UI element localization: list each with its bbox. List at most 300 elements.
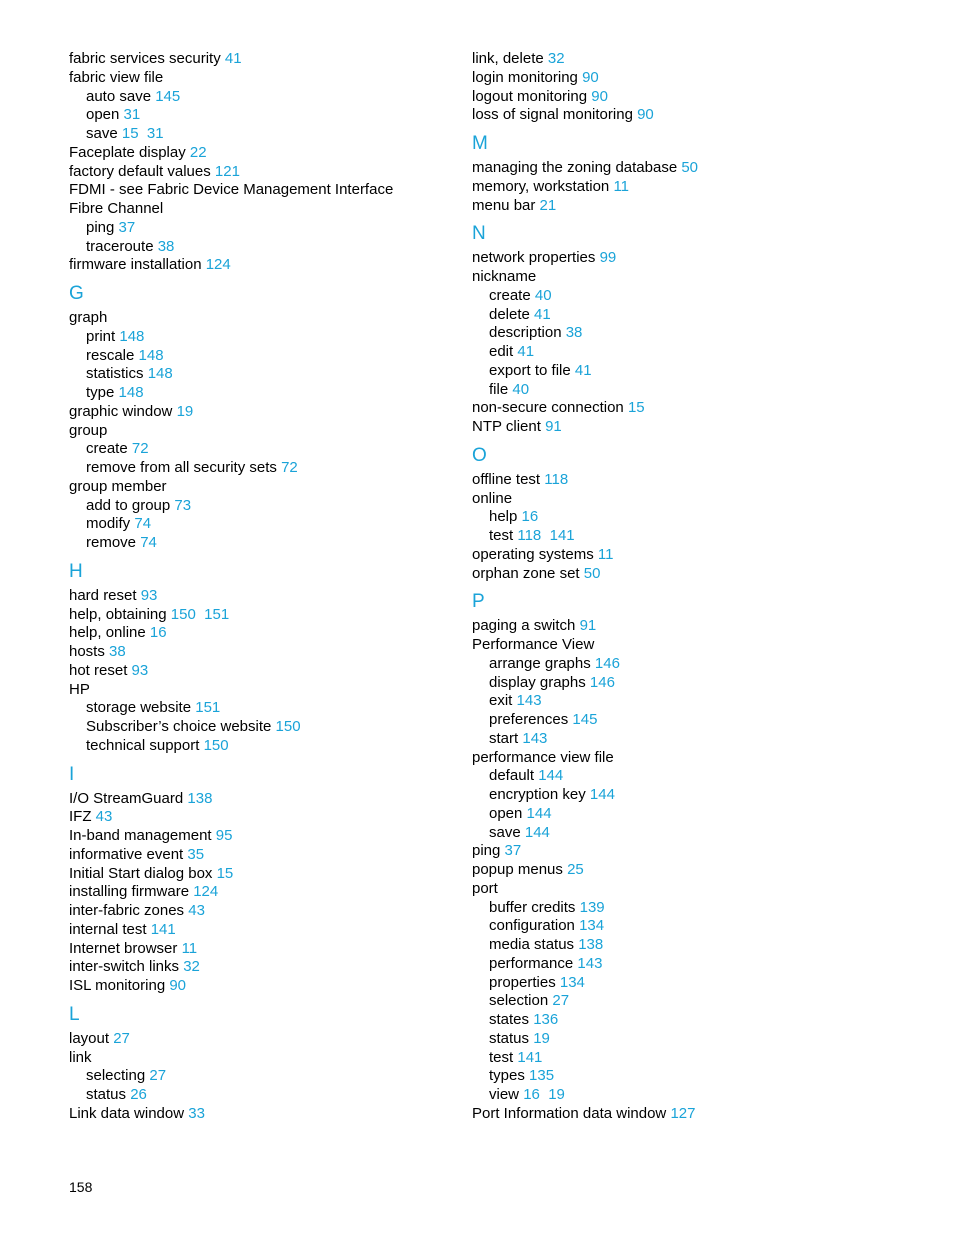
index-term: remove [86, 534, 137, 551]
index-subentry [69, 365, 449, 384]
index-page-refs [126, 1086, 147, 1103]
index-term: default [489, 767, 535, 785]
index-page-refs [586, 674, 615, 691]
page-link[interactable]: 144 [538, 767, 564, 785]
page-link[interactable]: 138 [187, 789, 213, 807]
page-link[interactable]: 91 [545, 418, 562, 435]
index-term: logout monitoring [472, 87, 588, 105]
index-term: group [69, 421, 108, 439]
index-page-refs [529, 1011, 558, 1028]
index-entry [472, 565, 892, 584]
index-term: layout [69, 1029, 110, 1047]
page-link[interactable]: 15 [216, 864, 234, 882]
page-link[interactable]: 99 [599, 249, 617, 267]
index-page-refs [211, 163, 240, 180]
page-link[interactable]: 22 [189, 143, 207, 161]
index-subentry [472, 730, 892, 749]
page-link[interactable]: 43 [95, 808, 113, 826]
index-term: menu bar [472, 196, 536, 214]
index-subentry [472, 287, 892, 306]
index-term: informative event [69, 845, 184, 863]
index-term: ping [472, 842, 501, 860]
index-subentry [472, 1086, 892, 1105]
page-link[interactable]: 19 [176, 402, 194, 420]
page-link[interactable]: 118 [544, 470, 569, 488]
index-page-refs [179, 958, 200, 975]
index-page-refs [105, 643, 126, 660]
index-term: ISL monitoring [69, 977, 166, 994]
index-term: Initial Start dialog box [69, 864, 213, 882]
index-page-refs [137, 587, 158, 604]
page-link[interactable]: 33 [188, 1104, 205, 1122]
index-entry [472, 471, 892, 490]
index-term: offline test [472, 470, 541, 488]
page-link[interactable]: 11 [597, 545, 614, 563]
index-term: start [489, 729, 519, 747]
index-page-refs [517, 508, 538, 525]
index-entry [69, 69, 449, 88]
index-entry [472, 636, 892, 655]
page-link[interactable]: 31 [123, 106, 141, 124]
index-term: description [489, 324, 562, 342]
index-page-refs [573, 955, 602, 972]
index-term: media status [489, 936, 575, 953]
index-subentry [472, 786, 892, 805]
page-link[interactable]: 41 [574, 361, 592, 379]
index-entry [69, 422, 449, 441]
index-page-refs [191, 699, 220, 716]
index-subentry [69, 440, 449, 459]
page-link[interactable]: 134 [559, 973, 585, 991]
index-section-letter: H [69, 560, 83, 582]
index-page-refs [530, 306, 551, 323]
index-page-refs [531, 287, 552, 304]
index-entry [69, 163, 449, 182]
page-link[interactable]: 31 [146, 125, 164, 142]
index-term: save [86, 125, 118, 142]
page-link[interactable]: 90 [169, 977, 187, 994]
index-subentry [472, 992, 892, 1011]
page-link[interactable]: 37 [118, 218, 136, 236]
index-term: modify [86, 515, 131, 533]
index-term: configuration [489, 917, 575, 935]
index-page-refs [212, 827, 233, 844]
page-link[interactable]: 150 [170, 605, 196, 623]
page-link[interactable]: 148 [138, 346, 164, 364]
index-section-letter: I [69, 763, 75, 785]
index-term: Subscriber’s choice website [86, 718, 272, 735]
index-page-refs [521, 824, 550, 841]
index-subentry [472, 1030, 892, 1049]
index-term: inter-switch links [69, 958, 180, 976]
page-link[interactable]: 95 [215, 827, 233, 844]
index-entry [472, 159, 892, 178]
index-entry [69, 921, 449, 940]
page-link[interactable]: 41 [224, 50, 242, 67]
index-entry [69, 681, 449, 700]
index-page-refs [586, 786, 615, 803]
index-term: add to group [86, 496, 171, 514]
page-link[interactable]: 148 [119, 327, 145, 345]
page-link[interactable]: 93 [131, 661, 149, 679]
index-entry [69, 977, 449, 996]
index-subentry [472, 692, 892, 711]
page-link[interactable]: 21 [539, 196, 557, 214]
index-term: hot reset [69, 661, 128, 679]
index-page-refs [134, 347, 163, 364]
index-entry [69, 50, 449, 69]
index-page-refs [146, 624, 167, 641]
page-link[interactable]: 11 [613, 177, 630, 195]
page-link[interactable]: 134 [579, 917, 605, 935]
page-link[interactable]: 41 [534, 305, 551, 323]
index-page-refs [500, 842, 521, 859]
page-link[interactable]: 93 [140, 586, 158, 604]
page-link[interactable]: 127 [670, 1104, 696, 1122]
page-link[interactable]: 38 [157, 237, 175, 255]
index-entry [69, 865, 449, 884]
page-link[interactable]: 148 [147, 365, 173, 383]
index-page-refs [562, 324, 583, 341]
page-link[interactable]: 118 [517, 527, 542, 544]
page-link[interactable]: 151 [195, 699, 221, 717]
index-page-refs [677, 159, 698, 176]
index-subentry [472, 381, 892, 400]
index-term: print [86, 327, 116, 345]
page-link[interactable]: 43 [188, 902, 205, 919]
index-page-refs [119, 106, 140, 123]
page-link[interactable]: 40 [512, 380, 530, 398]
index-page-refs [518, 730, 547, 747]
page-link[interactable]: 27 [149, 1067, 167, 1085]
page-link[interactable]: 146 [589, 673, 615, 691]
index-page-refs [114, 384, 143, 401]
index-page-refs [136, 534, 157, 551]
index-term: hard reset [69, 586, 137, 604]
index-term: fabric services security [69, 50, 221, 67]
index-term: exit [489, 692, 513, 710]
index-subentry [69, 106, 449, 125]
index-page-refs [535, 197, 556, 214]
page-link[interactable]: 74 [140, 534, 157, 551]
index-page-refs [556, 974, 585, 991]
index-entry [472, 50, 892, 69]
index-term: In-band management [69, 827, 212, 844]
page-link[interactable]: 11 [181, 939, 198, 957]
index-entry [69, 662, 449, 681]
page-link[interactable]: 91 [579, 617, 597, 635]
index-term: factory default values [69, 162, 211, 180]
index-term: popup menus [472, 861, 563, 878]
index-page-refs [189, 883, 218, 900]
page-link[interactable]: 32 [183, 958, 200, 976]
index-subentry [472, 527, 892, 546]
index-page-refs [575, 899, 604, 916]
index-page-refs [587, 88, 608, 105]
index-subentry [472, 805, 892, 824]
index-term: help [489, 508, 518, 526]
index-page-refs [177, 940, 197, 957]
index-term: open [86, 106, 120, 124]
index-page-refs [145, 1067, 166, 1084]
index-term: group member [69, 477, 167, 495]
index-page-refs [580, 565, 601, 582]
page-link[interactable]: 90 [637, 106, 654, 124]
index-page-refs [277, 459, 298, 476]
page-link[interactable]: 138 [578, 936, 604, 953]
index-page-refs [575, 917, 604, 934]
index-entry [69, 624, 449, 643]
page-link[interactable]: 73 [174, 496, 192, 514]
index-entry [69, 478, 449, 497]
index-term: Port Information data window [472, 1104, 667, 1122]
index-subentry [69, 384, 449, 403]
index-subentry [472, 508, 892, 527]
index-term: rescale [86, 346, 135, 364]
index-subentry [69, 459, 449, 478]
index-term: arrange graphs [489, 654, 591, 672]
index-page-refs [522, 805, 551, 822]
page-link[interactable]: 16 [149, 624, 167, 642]
index-term: memory, workstation [472, 177, 610, 195]
index-page-refs [92, 808, 113, 825]
page-link[interactable]: 150 [203, 736, 229, 754]
index-term: FDMI - see Fabric Device Management Interface [69, 181, 394, 199]
index-entry [69, 403, 449, 422]
index-subentry [69, 347, 449, 366]
page-link[interactable]: 26 [130, 1086, 147, 1103]
index-entry [69, 940, 449, 959]
index-term: statistics [86, 365, 144, 383]
index-term: fabric view file [69, 68, 164, 86]
index-page-refs [199, 737, 228, 754]
index-page-refs [666, 1105, 695, 1122]
index-entry [69, 181, 449, 200]
page-link[interactable]: 151 [204, 605, 230, 623]
index-term: types [489, 1067, 525, 1085]
index-page-refs [578, 69, 599, 86]
index-page-refs [151, 88, 180, 105]
index-term: nickname [472, 268, 537, 285]
index-page-refs [548, 992, 569, 1009]
index-subentry [69, 125, 449, 144]
page-link[interactable]: 143 [516, 692, 542, 710]
index-subentry [472, 306, 892, 325]
index-term: Fibre Channel [69, 200, 164, 217]
page-link[interactable]: 74 [134, 515, 152, 533]
page-link[interactable]: 145 [572, 711, 598, 728]
page-link[interactable]: 141 [517, 1048, 543, 1066]
page-link[interactable]: 143 [522, 729, 548, 747]
index-term: internal test [69, 920, 147, 938]
index-term: HP [69, 680, 90, 698]
index-page-refs [186, 144, 207, 161]
index-entry [69, 587, 449, 606]
index-term: operating systems [472, 545, 594, 563]
index-term: graphic window [69, 402, 173, 420]
page-link[interactable]: 50 [583, 564, 601, 582]
index-entry [69, 643, 449, 662]
page-link[interactable]: 124 [193, 883, 219, 901]
index-subentry [69, 497, 449, 516]
index-term: states [489, 1011, 530, 1028]
index-page-refs [109, 1030, 130, 1047]
page-link[interactable]: 16 [521, 508, 539, 526]
index-page-refs [183, 790, 212, 807]
page-link[interactable]: 16 [523, 1086, 540, 1103]
page-link[interactable]: 136 [533, 1011, 559, 1028]
page-link[interactable]: 90 [591, 87, 608, 105]
index-entry [472, 106, 892, 125]
page-link[interactable]: 145 [155, 87, 181, 105]
index-entry [472, 490, 892, 509]
page-link[interactable]: 40 [534, 286, 552, 304]
page-link[interactable]: 72 [131, 440, 149, 458]
index-term: Faceplate display [69, 143, 186, 161]
index-page-refs [519, 1086, 565, 1103]
index-term: type [86, 384, 115, 401]
index-section-letter: L [69, 1003, 80, 1025]
index-term: link [69, 1048, 92, 1066]
index-term: selection [489, 992, 549, 1010]
index-section-letter: G [69, 283, 84, 304]
page-link[interactable]: 41 [517, 343, 535, 360]
index-subentry [472, 767, 892, 786]
index-entry [472, 418, 892, 437]
index-entry [69, 1030, 449, 1049]
index-entry [69, 808, 449, 827]
page-link[interactable]: 141 [549, 527, 575, 544]
index-page-refs [165, 977, 186, 994]
page-link[interactable]: 19 [548, 1086, 565, 1103]
index-term: status [489, 1029, 530, 1047]
index-page-refs [147, 921, 176, 938]
page-link[interactable]: 38 [109, 643, 126, 660]
index-term: hosts [69, 643, 105, 660]
page-link[interactable]: 35 [187, 845, 205, 863]
page-link[interactable]: 15 [121, 125, 139, 142]
page-link[interactable]: 146 [594, 654, 620, 672]
page-link[interactable]: 148 [118, 384, 144, 401]
page-link[interactable]: 124 [205, 256, 231, 274]
index-entry [472, 268, 892, 287]
page-link[interactable]: 50 [681, 159, 699, 176]
index-term: NTP client [472, 418, 541, 435]
index-page-refs [118, 125, 164, 142]
index-page-refs [183, 846, 204, 863]
page-link[interactable]: 139 [579, 898, 605, 916]
index-entry [472, 1105, 892, 1124]
index-entry [472, 88, 892, 107]
index-entry [69, 902, 449, 921]
index-term: installing firmware [69, 883, 190, 901]
index-term: create [489, 286, 531, 304]
page-link[interactable]: 27 [552, 992, 570, 1010]
index-entry [472, 399, 892, 418]
index-entry [472, 842, 892, 861]
index-term: ping [86, 218, 115, 236]
page-link[interactable]: 150 [275, 718, 301, 735]
page-link[interactable]: 141 [150, 920, 176, 938]
index-column-right [472, 50, 892, 1124]
index-subentry [69, 699, 449, 718]
page-link[interactable]: 72 [281, 459, 298, 476]
page-link[interactable]: 144 [524, 823, 550, 841]
index-term: network properties [472, 249, 596, 267]
index-page-refs [571, 362, 592, 379]
index-subentry [472, 655, 892, 674]
index-term: status [86, 1086, 127, 1103]
index-column-left [69, 50, 449, 1124]
index-page-refs [128, 440, 149, 457]
index-term: Performance View [472, 636, 595, 653]
index-term: inter-fabric zones [69, 902, 185, 919]
index-term: help, online [69, 624, 146, 642]
index-page-refs [540, 471, 568, 488]
index-page-refs [221, 50, 242, 67]
index-section-letter: N [472, 223, 486, 245]
index-term: traceroute [86, 237, 154, 255]
page-link[interactable]: 121 [214, 162, 240, 180]
page-link[interactable]: 90 [582, 68, 599, 86]
index-entry [69, 144, 449, 163]
page-link[interactable]: 27 [113, 1029, 130, 1047]
index-term: selecting [86, 1067, 146, 1085]
index-entry [472, 546, 892, 565]
index-term: performance [489, 954, 574, 972]
index-term: help, obtaining [69, 605, 167, 623]
index-page-refs [574, 936, 603, 953]
index-entry [472, 749, 892, 768]
page-link[interactable]: 143 [577, 954, 603, 972]
index-page-refs [568, 711, 597, 728]
index-section-letter: M [472, 133, 488, 154]
index-subentry [472, 711, 892, 730]
page-number: 158 [69, 1179, 93, 1195]
index-term: delete [489, 305, 530, 323]
page-link[interactable]: 15 [627, 399, 645, 417]
page-link[interactable]: 135 [529, 1067, 555, 1085]
page-link[interactable]: 37 [504, 842, 522, 860]
index-page-refs [534, 767, 563, 784]
page-link[interactable]: 144 [526, 804, 552, 822]
page-link[interactable]: 19 [533, 1029, 550, 1047]
index-page-refs [624, 399, 645, 416]
index-term: performance view file [472, 748, 614, 766]
index-term: graph [69, 309, 108, 326]
index-page-refs [184, 902, 205, 919]
index-term: non-secure connection [472, 399, 624, 417]
page-link[interactable]: 25 [567, 861, 584, 878]
index-section-letter: P [472, 591, 485, 613]
index-term: storage website [86, 699, 192, 717]
page-link[interactable]: 38 [565, 324, 583, 342]
index-page-refs [609, 178, 629, 195]
index-term: view [489, 1086, 520, 1103]
index-term: technical support [86, 736, 200, 754]
page-link[interactable]: 32 [547, 50, 565, 67]
index-term: login monitoring [472, 68, 578, 86]
index-page-refs [594, 546, 614, 563]
index-term: encryption key [489, 786, 586, 803]
index-term: test [489, 527, 514, 544]
index-subentry [69, 718, 449, 737]
page-link[interactable]: 144 [589, 786, 615, 803]
index-entry [472, 178, 892, 197]
index-entry [472, 69, 892, 88]
index-term: file [489, 380, 509, 398]
index-page-refs [127, 662, 148, 679]
